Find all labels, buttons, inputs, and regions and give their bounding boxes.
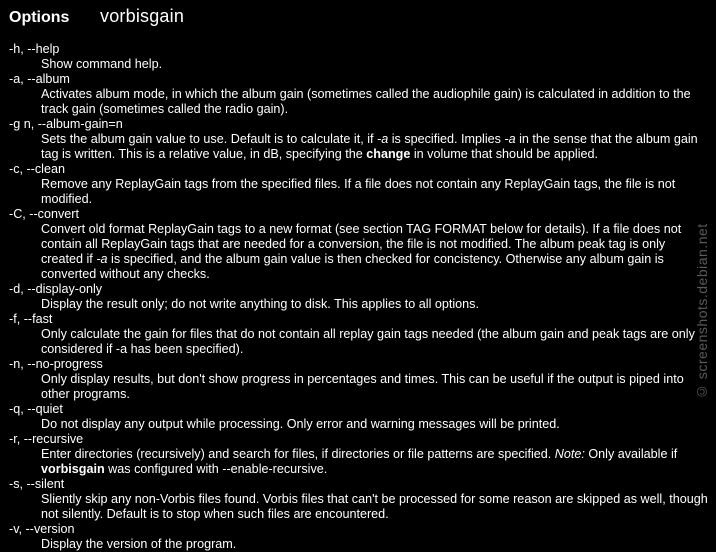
option-description — [41, 447, 709, 477]
option-entry — [9, 522, 709, 552]
option-description — [41, 492, 709, 522]
option-term: -a, --album — [9, 72, 70, 86]
description-text: Convert old format ReplayGain tags to a new format (see section TAG FORMAT below for details). If a file does not contain all ReplayGain tags that are needed for a conversion, the file is not modified. The album peak tag is only created if — [41, 222, 682, 266]
italic-text: -a — [96, 252, 108, 266]
option-term: -d, --display-only — [9, 282, 103, 296]
option-description — [41, 57, 709, 72]
option-entry — [9, 207, 709, 282]
option-entry — [9, 72, 709, 117]
description-text: Only calculate the gain for files that do not contain all replay gain tags needed (the album gain and peak tags are only considered if -a has been specified). — [41, 327, 695, 356]
option-entry — [9, 312, 709, 357]
description-text: Remove any ReplayGain tags from the specified files. If a file does not contain any ReplayGain tags, the file is not modified. — [41, 177, 676, 206]
option-description — [41, 132, 709, 162]
description-text: Only display results, but don't show progress in percentages and times. This can be useful if the output is piped into other programs. — [41, 372, 684, 401]
italic-text: Note: — [554, 447, 585, 461]
description-text: in volume that should be applied. — [410, 147, 598, 161]
option-term: -h, --help — [9, 42, 60, 56]
description-text: in the sense that the album gain tag is written. This is a relative value, in dB, specifying the — [41, 132, 698, 161]
description-text: Show command help. — [41, 57, 163, 71]
option-entry — [9, 357, 709, 402]
description-text: Activates album mode, in which the album gain (sometimes called the audiophile gain) is calculated in addition to the track gain (sometimes called the radio gain). — [41, 87, 691, 116]
option-entry — [9, 477, 709, 522]
option-term: -s, --silent — [9, 477, 65, 491]
section-title: Options — [9, 9, 70, 26]
description-text: Sliently skip any non-Vorbis files found. Vorbis files that can't be processed for some reason are skipped as well, though not silently. Default is to stop when such files are encountered. — [41, 492, 708, 521]
option-term: -v, --version — [9, 522, 75, 536]
man-page-header — [9, 6, 184, 32]
bold-text: change — [366, 147, 411, 161]
option-description — [41, 177, 709, 207]
option-description — [41, 297, 709, 312]
option-description — [41, 372, 709, 402]
option-term: -n, --no-progress — [9, 357, 103, 371]
description-text: Do not display any output while processing. Only error and warning messages will be printed. — [41, 417, 560, 431]
option-description — [41, 537, 709, 552]
description-text: Display the result only; do not write anything to disk. This applies to all options. — [41, 297, 479, 311]
option-description — [41, 327, 709, 357]
option-term: -C, --convert — [9, 207, 79, 221]
option-term: -r, --recursive — [9, 432, 84, 446]
option-term: -f, --fast — [9, 312, 53, 326]
description-text: was configured with --enable-recursive. — [104, 462, 328, 476]
description-text: is specified. Implies — [388, 132, 505, 146]
description-text: is specified, and the album gain value is then checked for concistency. Otherwise any album gain is converted without any checks. — [41, 252, 664, 281]
italic-text: -a — [504, 132, 516, 146]
option-term: -q, --quiet — [9, 402, 63, 416]
option-entry — [9, 42, 709, 72]
option-entry — [9, 282, 709, 312]
watermark: © screenshots.debian.net — [694, 223, 710, 400]
description-text: Only available if — [584, 447, 678, 461]
option-description — [41, 222, 709, 282]
option-entry — [9, 402, 709, 432]
italic-text: -a — [377, 132, 389, 146]
description-text: Enter directories (recursively) and search for files, if directories or file patterns are specified. — [41, 447, 555, 461]
option-term: -c, --clean — [9, 162, 65, 176]
option-description — [41, 87, 709, 117]
description-text: Display the version of the program. — [41, 537, 237, 551]
option-entry — [9, 162, 709, 207]
bold-text: vorbisgain — [41, 462, 105, 476]
description-text: Sets the album gain value to use. Default is to calculate it, if — [41, 132, 378, 146]
option-entry — [9, 432, 709, 477]
option-description — [41, 417, 709, 432]
options-list — [9, 42, 709, 552]
option-term: -g n, --album-gain=n — [9, 117, 123, 131]
option-entry — [9, 117, 709, 162]
app-name: vorbisgain — [100, 6, 185, 26]
